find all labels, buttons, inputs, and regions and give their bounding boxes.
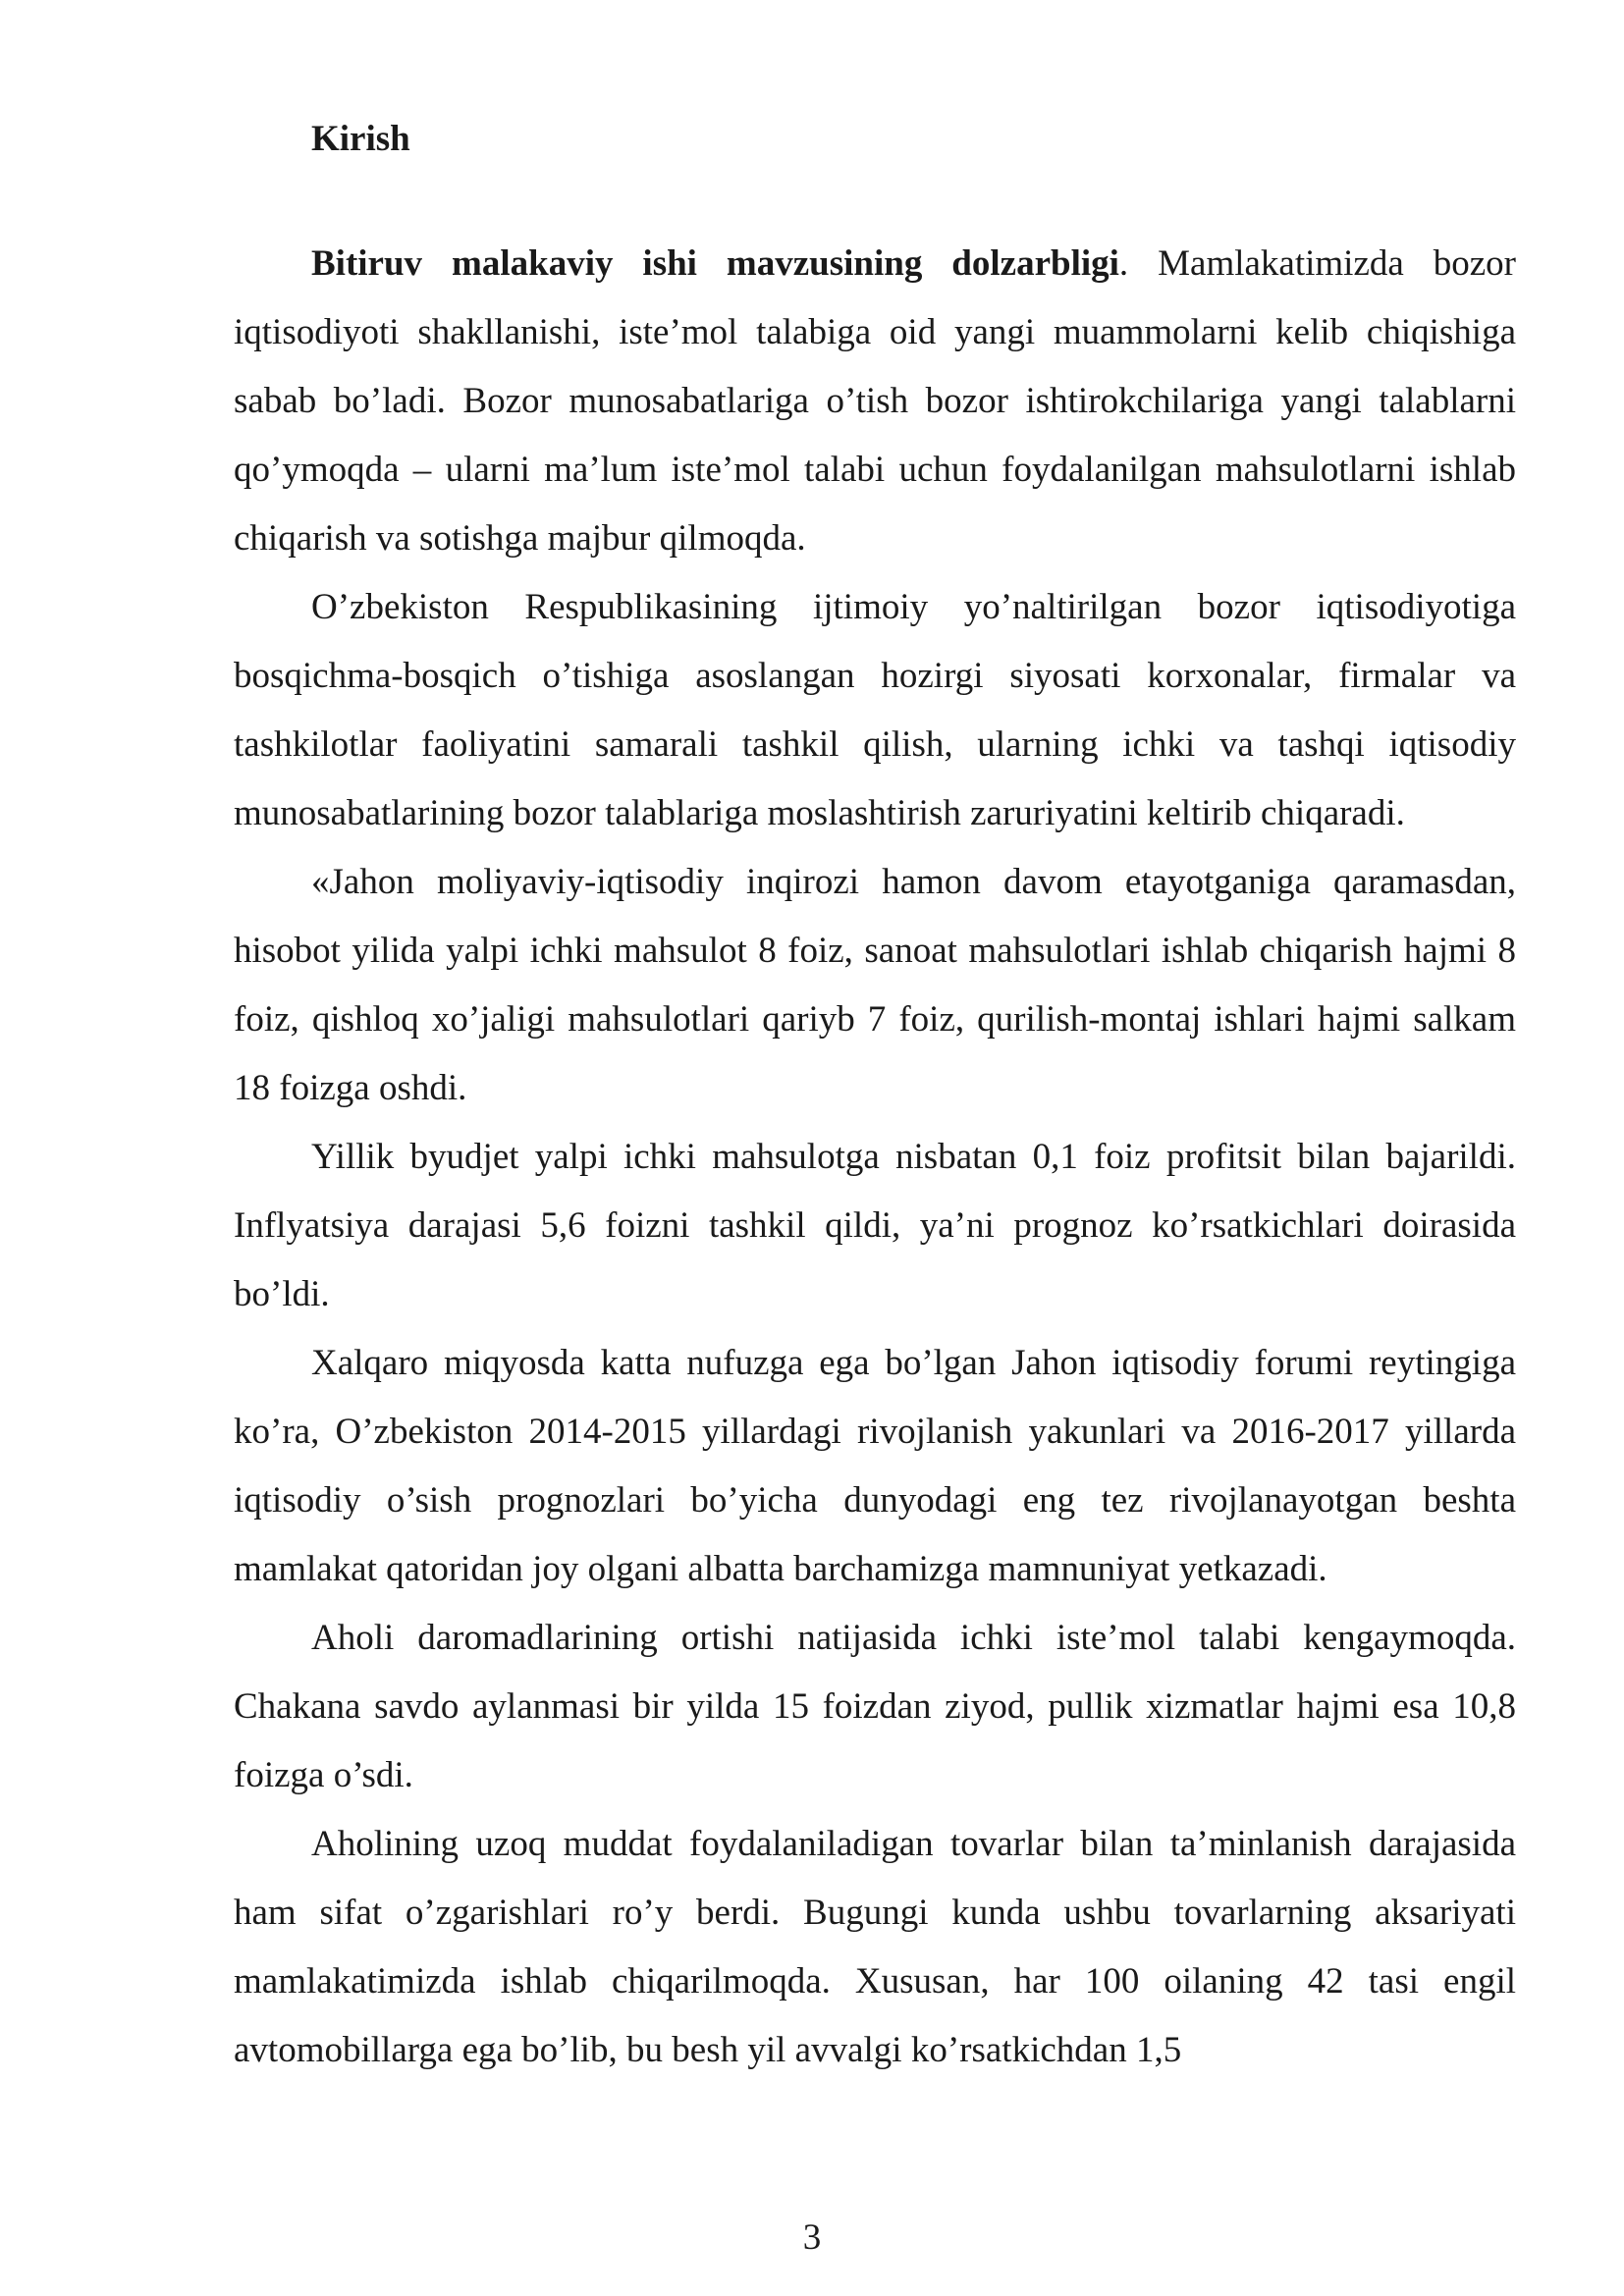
paragraph-income-demand: Aholi daromadlarining ortishi natijasida ichki iste’mol talabi kengaymoqda. Chakana savdo aylanmasi bir yilda 15 foizdan ziyod, pullik xizmatlar hajmi esa 10,8 foizga o’sdi. bbox=[234, 1618, 1516, 1795]
paragraph-durable-goods: Aholining uzoq muddat foydalaniladigan tovarlar bilan ta’minlanish darajasida ham sifat o’zgarishlari ro’y berdi. Bugungi kunda ushbu tovarlarning aksariyati mamlakatimizda ishlab chiqarilmoqda. Xususan, har 100 oilaning 42 tasi engil avtomobillarga ega bo’lib, bu besh yil avvalgi ko’rsatkichdan 1,5 bbox=[234, 1824, 1516, 2070]
paragraph-world-forum: Xalqaro miqyosda katta nufuzga ega bo’lgan Jahon iqtisodiy forumi reytingiga ko’ra, O’zbekiston 2014-2015 yillardagi rivojlanish yakunlari va 2016-2017 yillarda iqtisodiy o’sish prognozlari bo’yicha dunyodagi eng tez rivojlanayotgan beshta mamlakat qatoridan joy olgani albatta barchamizga mamnuniyat yetkazadi. bbox=[234, 1343, 1516, 1589]
paragraph-budget-inflation: Yillik byudjet yalpi ichki mahsulotga nisbatan 0,1 foiz profitsit bilan bajarildi. Inflyatsiya darajasi 5,6 foizni tashkil qildi, ya’ni prognoz ko’rsatkichlari doirasida bo’ldi. bbox=[234, 1137, 1516, 1314]
intro-bold-lead: Bitiruv malakaviy ishi mavzusining dolzarbligi bbox=[311, 243, 1119, 284]
page-number: 3 bbox=[802, 2217, 822, 2258]
intro-paragraph bbox=[234, 230, 1516, 573]
intro-paragraph-text: . Mamlakatimizda bozor iqtisodiyoti shakllanishi, iste’mol talabiga oid yangi muammolarni kelib chiqishiga sabab bo’ladi. Bozor munosabatlariga o’tish bozor ishtirokchilariga yangi talablarni qo’ymoqda – ularni ma’lum iste’mol talabi uchun foydalanilgan mahsulotlarni ishlab chiqarish va sotishga majbur qilmoqda. bbox=[234, 243, 1517, 559]
body-text bbox=[234, 230, 1516, 2085]
paragraph-crisis-growth: «Jahon moliyaviy-iqtisodiy inqirozi hamon davom etayotganiga qaramasdan, hisobot yilida yalpi ichki mahsulot 8 foiz, sanoat mahsulotlari ishlab chiqarish hajmi 8 foiz, qishloq xo’jaligi mahsulotlari qariyb 7 foiz, qurilish-montaj ishlari hajmi salkam 18 foizga oshdi. bbox=[234, 862, 1516, 1108]
section-heading: Kirish bbox=[311, 119, 410, 159]
paragraph-policy: O’zbekiston Respublikasining ijtimoiy yo’naltirilgan bozor iqtisodiyotiga bosqichma-bosqich o’tishiga asoslangan hozirgi siyosati korxonalar, firmalar va tashkilotlar faoliyatini samarali tashkil qilish, ularning ichki va tashqi iqtisodiy munosabatlarining bozor talablariga moslashtirish zaruriyatini keltirib chiqaradi. bbox=[234, 587, 1516, 833]
page-content bbox=[234, 110, 1516, 2085]
